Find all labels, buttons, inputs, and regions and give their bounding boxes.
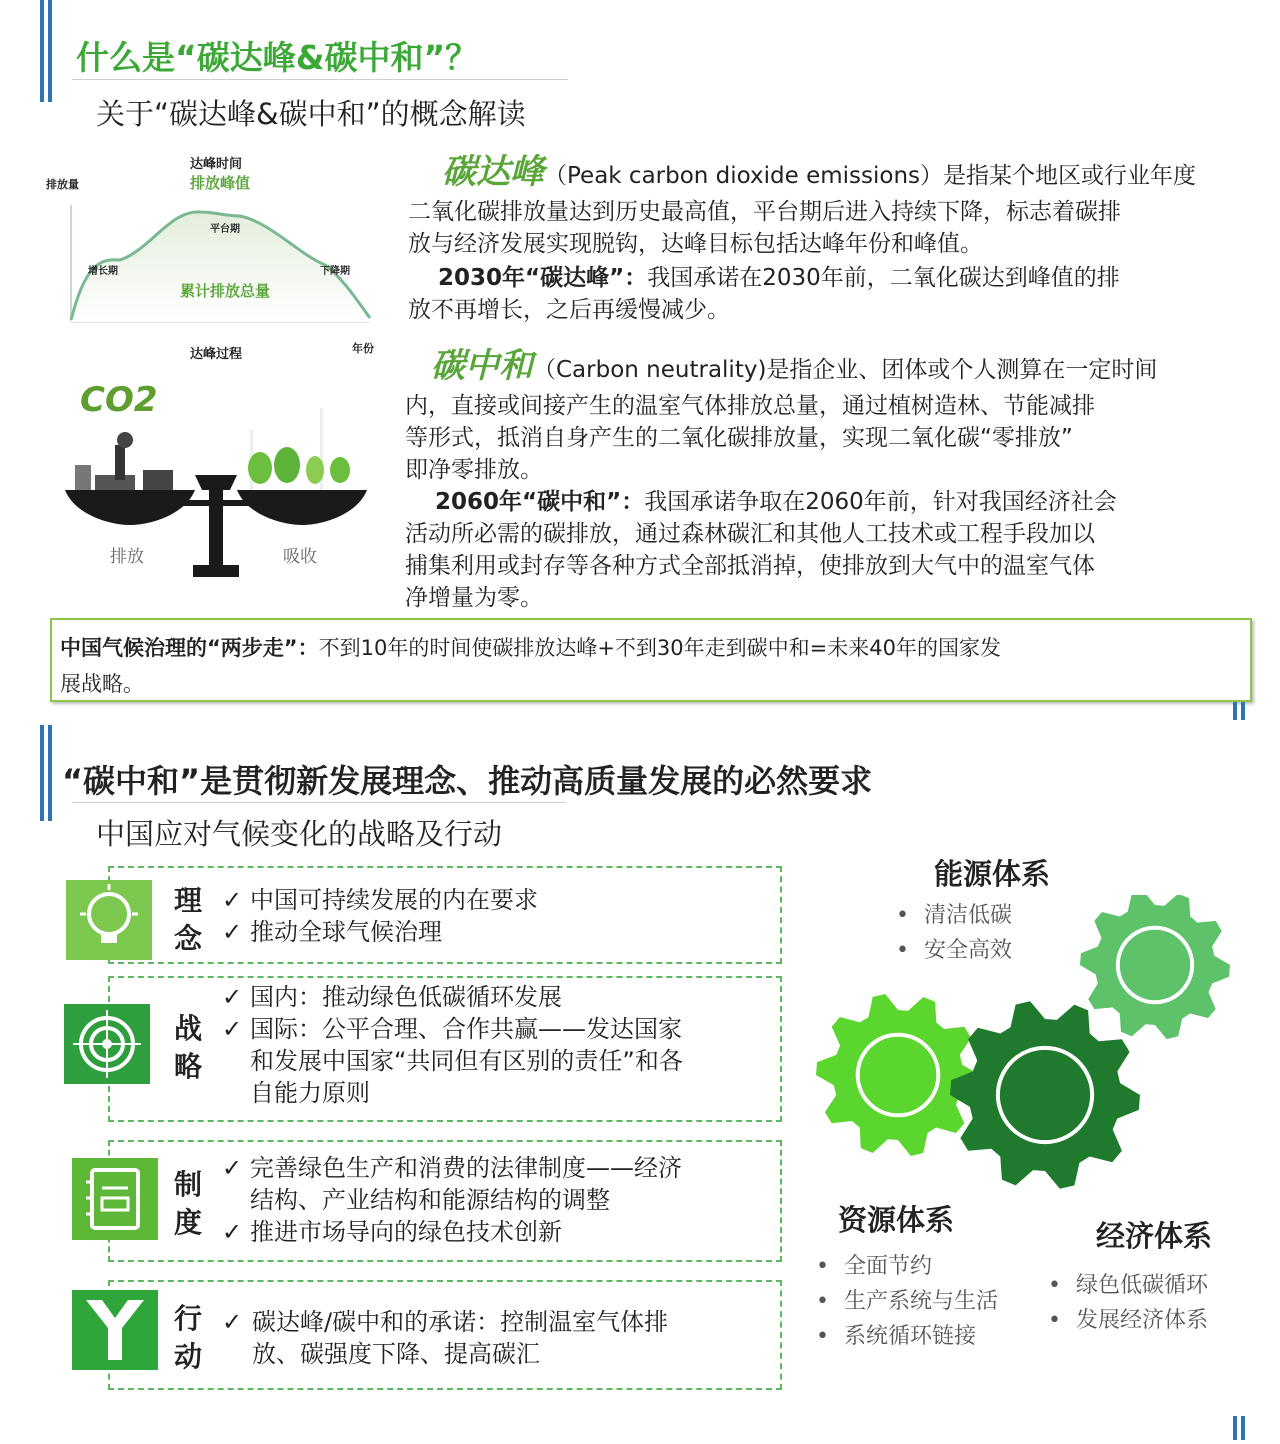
text-line: 我国承诺争取在2060年前，针对我国经济社会 [644, 489, 1117, 515]
text-line: 活动所必需的碳排放，通过森林碳汇和其他人工技术或工程手段加以 [405, 521, 1095, 547]
left-pan [65, 490, 195, 525]
chart-total-label: 累计排放总量 [180, 282, 271, 300]
emit-label: 排放 [110, 547, 144, 567]
accent-bar [1233, 702, 1237, 720]
smoke-puff [117, 432, 133, 448]
text-line: 二氧化碳排放量达到历史最高值，平台期后进入持续下降，标志着碳排 [408, 199, 1121, 225]
text-line: 不到10年的时间使碳排放达峰+不到30年走到碳中和=未来40年的国家发 [318, 636, 1001, 660]
economy-system-title: 经济体系 [1096, 1219, 1213, 1253]
accent-bar [40, 725, 44, 821]
row-items: ✓ 中国可持续发展的内在要求 ✓ 推动全球气候治理 [222, 886, 538, 946]
chart-top-label: 达峰时间 [190, 157, 243, 172]
title-underline [72, 79, 568, 80]
energy-system-title: 能源体系 [934, 857, 1051, 891]
lightbulb-icon [66, 880, 152, 960]
row-label: 理 念 [173, 884, 202, 955]
tree [274, 447, 300, 483]
economy-system-items: • 绿色低碳循环 • 发展经济体系 [1048, 1268, 1208, 1338]
neutral-term: 碳中和 [431, 346, 533, 386]
text-line: （Peak carbon dioxide emissions）是指某个地区或行业年度 [544, 163, 1197, 189]
neutral-goal-label: 2060年“碳中和”： [435, 489, 645, 515]
chart-y-label: 排放量 [46, 178, 79, 191]
energy-system-items: • 清洁低碳 • 安全高效 [896, 898, 1012, 968]
peak-definition [408, 152, 1248, 326]
tree [330, 457, 350, 483]
scale-pivot [195, 475, 237, 490]
two-step-box [50, 618, 1252, 702]
section1-title: 什么是“碳达峰&碳中和”？ [76, 38, 479, 77]
row-items: ✓ 完善绿色生产和消费的法律制度——经济 结构、产业结构和能源结构的调整 ✓ 推进市场导向的绿色技术创新 [222, 1154, 682, 1246]
chart-down-label: 下降期 [320, 266, 350, 277]
resource-gear [816, 994, 980, 1156]
two-step-text [60, 630, 1240, 702]
text-line: 放不再增长，之后再缓慢减少。 [408, 297, 730, 323]
chart-grow-label: 增长期 [88, 266, 118, 277]
gear-illustration [810, 895, 1240, 1195]
chart-peak-label: 排放峰值 [190, 174, 251, 192]
energy-gear [1080, 895, 1230, 1039]
accent-bar [48, 725, 52, 821]
pump-jack [143, 470, 173, 490]
text-line: 展战略。 [60, 672, 144, 696]
text-line: 内，直接或间接产生的温室气体排放总量，通过植树造林、节能减排 [405, 393, 1095, 419]
neutrality-definition [405, 346, 1245, 614]
oil-derrick [115, 445, 125, 480]
accent-bar [1241, 702, 1245, 720]
row-label: 战 略 [173, 1012, 202, 1083]
economy-gear [950, 1001, 1140, 1189]
row-items: ✓ 国内：推动绿色低碳循环发展 ✓ 国际：公平合理、合作共赢——发达国家 和发展中国家“共同但有区别的责任”和各 自能力原则 [222, 983, 683, 1107]
tree [306, 456, 324, 484]
fork-arrow-icon [72, 1290, 158, 1370]
title-underline [72, 802, 566, 803]
text-line: 捕集利用或封存等各种方式全部抵消掉，使排放到大气中的温室气体 [405, 553, 1095, 579]
co2-label: CO2 [80, 380, 158, 420]
resource-system-items: • 全面节约 • 生产系统与生活 • 系统循环链接 [816, 1249, 998, 1354]
absorb-label: 吸收 [283, 547, 317, 567]
section1-subtitle: 关于“碳达峰&碳中和”的概念解读 [96, 97, 526, 131]
text-line: 放与经济发展实现脱钩，达峰目标包括达峰年份和峰值。 [408, 231, 983, 257]
accent-bar [1241, 1416, 1245, 1440]
text-line: 我国承诺在2030年前，二氧化碳达到峰值的排 [647, 265, 1120, 291]
gears-svg [810, 895, 1240, 1195]
row-items: ✓ 碳达峰/碳中和的承诺：控制温室气体排 放、碳强度下降、提高碳汇 [222, 1308, 669, 1368]
chart-platform-label: 平台期 [210, 224, 240, 235]
accent-bar [1233, 1416, 1237, 1440]
tree [248, 452, 272, 484]
text-line: 等形式，抵消自身产生的二氧化碳排放量，实现二氧化碳“零排放” [405, 425, 1073, 451]
text-line: 净增量为零。 [405, 585, 543, 611]
factory-block [75, 465, 91, 490]
right-pan [237, 490, 367, 525]
two-step-label: 中国气候治理的“两步走”： [60, 636, 319, 660]
row-label: 行 动 [173, 1302, 202, 1373]
balance-scale-illustration [55, 370, 395, 585]
accent-bar [48, 0, 52, 102]
row-label: 制 度 [173, 1168, 202, 1239]
target-icon [64, 1004, 150, 1084]
resource-system-title: 资源体系 [838, 1203, 955, 1237]
peak-goal-label: 2030年“碳达峰”： [438, 265, 648, 291]
section2-title: “碳中和”是贯彻新发展理念、推动高质量发展的必然要求 [62, 762, 873, 800]
chart-x-label: 年份 [352, 342, 374, 355]
peak-term: 碳达峰 [442, 152, 544, 192]
text-line: 即净零排放。 [405, 457, 543, 483]
text-line: （Carbon neutrality)是指企业、团体或个人测算在一定时间 [533, 357, 1158, 383]
chart-process-label: 达峰过程 [190, 347, 243, 362]
notebook-icon [72, 1158, 158, 1240]
accent-bar [40, 0, 44, 102]
section2-subtitle: 中国应对气候变化的战略及行动 [96, 817, 503, 851]
peak-chart [40, 150, 395, 360]
